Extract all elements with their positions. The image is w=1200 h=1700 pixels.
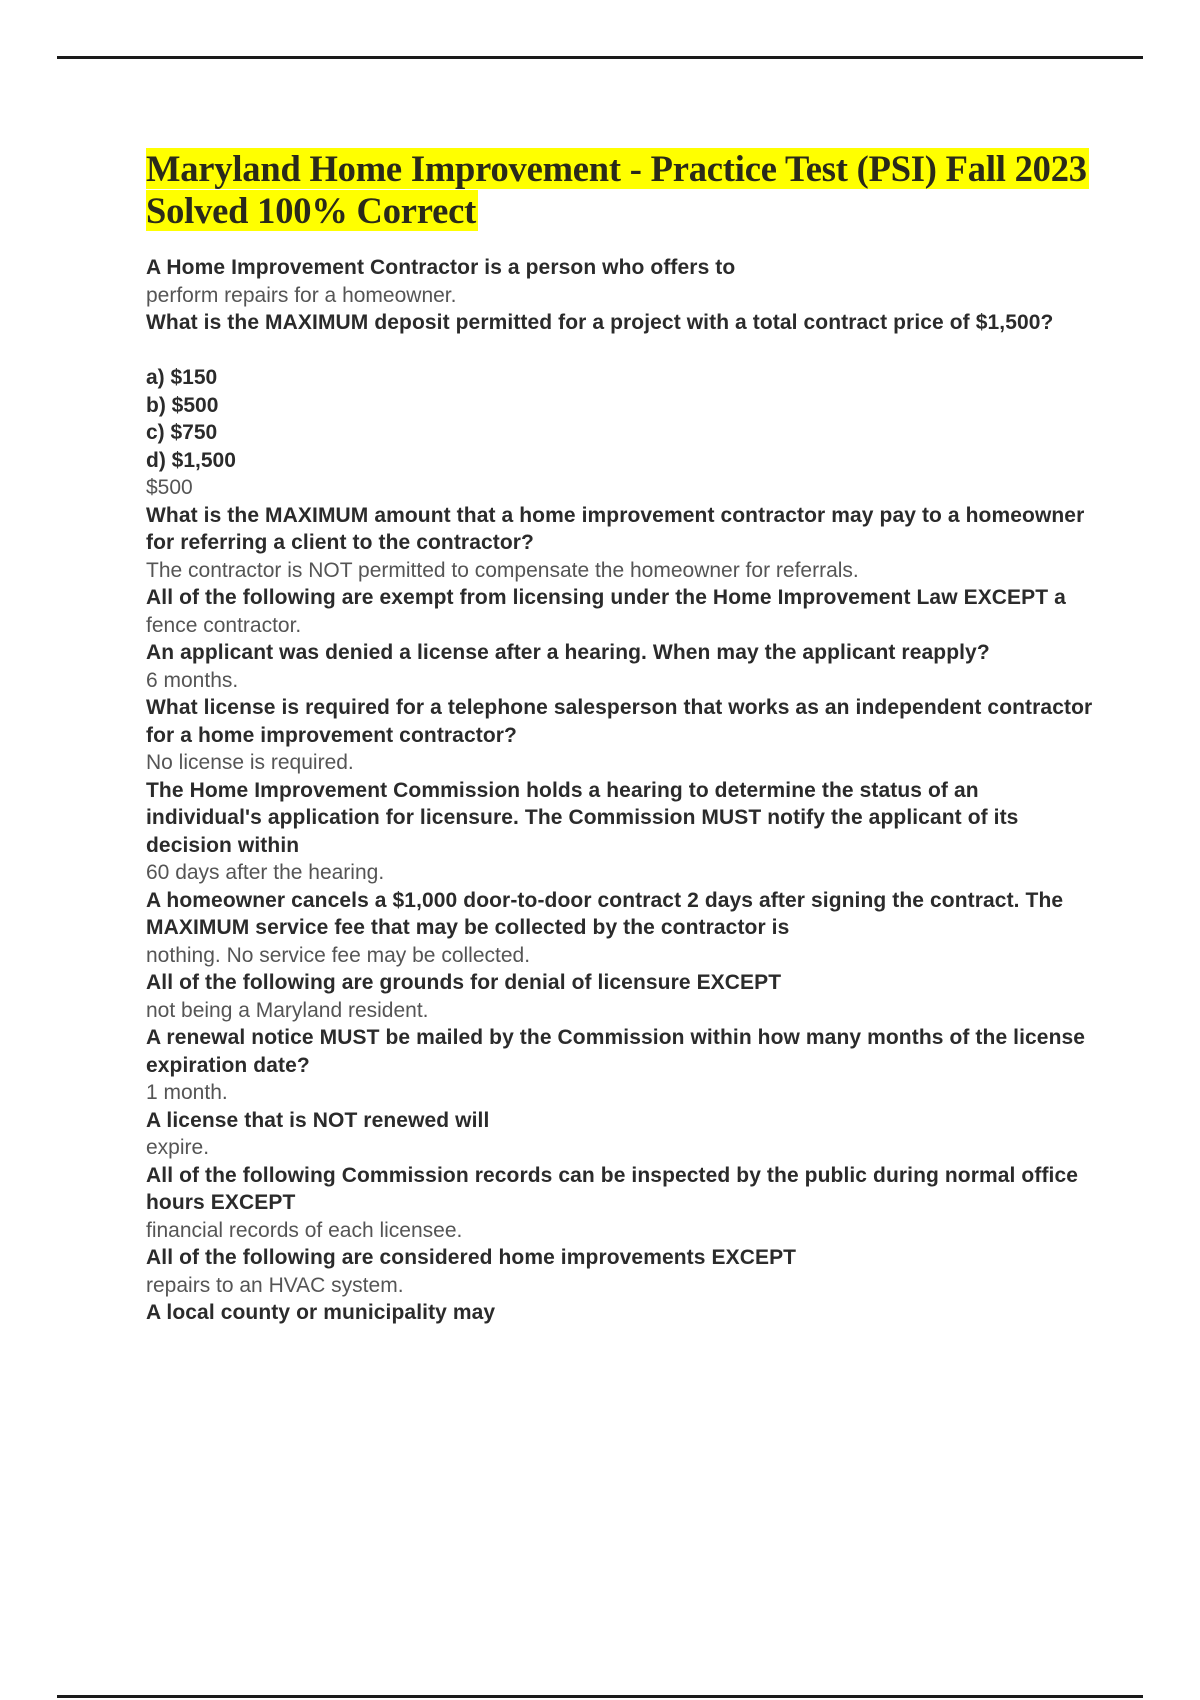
- question-text: All of the following Commission records can be inspected by the public during normal office hours EXCEPT: [146, 1163, 1079, 1214]
- qa-item-9: [146, 969, 1096, 1024]
- question-text: All of the following are considered home improvements EXCEPT: [146, 1246, 797, 1269]
- answer-text: repairs to an HVAC system.: [146, 1273, 404, 1297]
- blank-line: [146, 337, 1096, 365]
- qa-item-12: [146, 1162, 1096, 1245]
- answer-text: expire.: [146, 1136, 210, 1159]
- qa-item-6: [146, 694, 1096, 777]
- question-text: A local county or municipality may: [146, 1301, 496, 1324]
- question-text: An applicant was denied a license after a hearing. When may the applicant reapply?: [146, 641, 990, 664]
- question-text: What is the MAXIMUM deposit permitted for a project with a total contract price of $1,500?: [146, 311, 1054, 334]
- question-text: A license that is NOT renewed will: [146, 1108, 490, 1132]
- qa-item-10: [146, 1024, 1096, 1107]
- option-d: d) $1,500: [146, 448, 236, 472]
- answer-text: perform repairs for a homeowner.: [146, 283, 457, 307]
- qa-item-3: [146, 502, 1096, 585]
- answer-text: not being a Maryland resident.: [146, 998, 429, 1022]
- qa-item-5: [146, 639, 1096, 694]
- qa-item-8: [146, 887, 1096, 970]
- qa-item-14: [146, 1299, 1096, 1327]
- qa-item-13: [146, 1244, 1096, 1299]
- answer-text: The contractor is NOT permitted to compensate the homeowner for referrals.: [146, 558, 859, 582]
- bottom-page-rule: [57, 1695, 1143, 1698]
- answer-text: No license is required.: [146, 751, 354, 774]
- question-text: All of the following are grounds for denial of licensure EXCEPT: [146, 971, 782, 994]
- qa-item-1: [146, 254, 1096, 309]
- document-title: [146, 148, 1096, 232]
- answer-text: fence contractor.: [146, 613, 302, 637]
- qa-item-7: [146, 777, 1096, 887]
- top-page-rule: [57, 56, 1143, 59]
- answer-text: $500: [146, 476, 193, 499]
- question-text: All of the following are exempt from licensing under the Home Improvement Law EXCEPT a: [146, 586, 1066, 609]
- question-text: A Home Improvement Contractor is a person who offers to: [146, 256, 736, 279]
- answer-text: 60 days after the hearing.: [146, 861, 385, 884]
- document-body: [146, 148, 1096, 1327]
- qa-item-11: [146, 1107, 1096, 1162]
- option-c: c) $750: [146, 421, 218, 444]
- question-text: A renewal notice MUST be mailed by the Commission within how many months of the license expiration date?: [146, 1026, 1086, 1077]
- qa-item-4: [146, 584, 1096, 639]
- qa-item-2: [146, 309, 1096, 502]
- option-a: a) $150: [146, 366, 218, 389]
- question-text: What is the MAXIMUM amount that a home improvement contractor may pay to a homeowner for referring a client to the contractor?: [146, 503, 1085, 554]
- option-b: b) $500: [146, 393, 219, 417]
- answer-text: nothing. No service fee may be collected.: [146, 943, 531, 967]
- answer-text: 6 months.: [146, 668, 239, 692]
- question-text: The Home Improvement Commission holds a hearing to determine the status of an individual's application for licensure. The Commission MUST notify the applicant of its decision within: [146, 778, 1019, 857]
- answer-text: financial records of each licensee.: [146, 1218, 463, 1242]
- question-text: What license is required for a telephone salesperson that works as an independent contractor for a home improvement contractor?: [146, 696, 1093, 747]
- question-text: A homeowner cancels a $1,000 door-to-door contract 2 days after signing the contract. The MAXIMUM service fee that may be collected by the contractor is: [146, 888, 1064, 939]
- answer-text: 1 month.: [146, 1081, 228, 1104]
- title-highlight: Maryland Home Improvement - Practice Test (PSI) Fall 2023 Solved 100% Correct: [146, 148, 1087, 231]
